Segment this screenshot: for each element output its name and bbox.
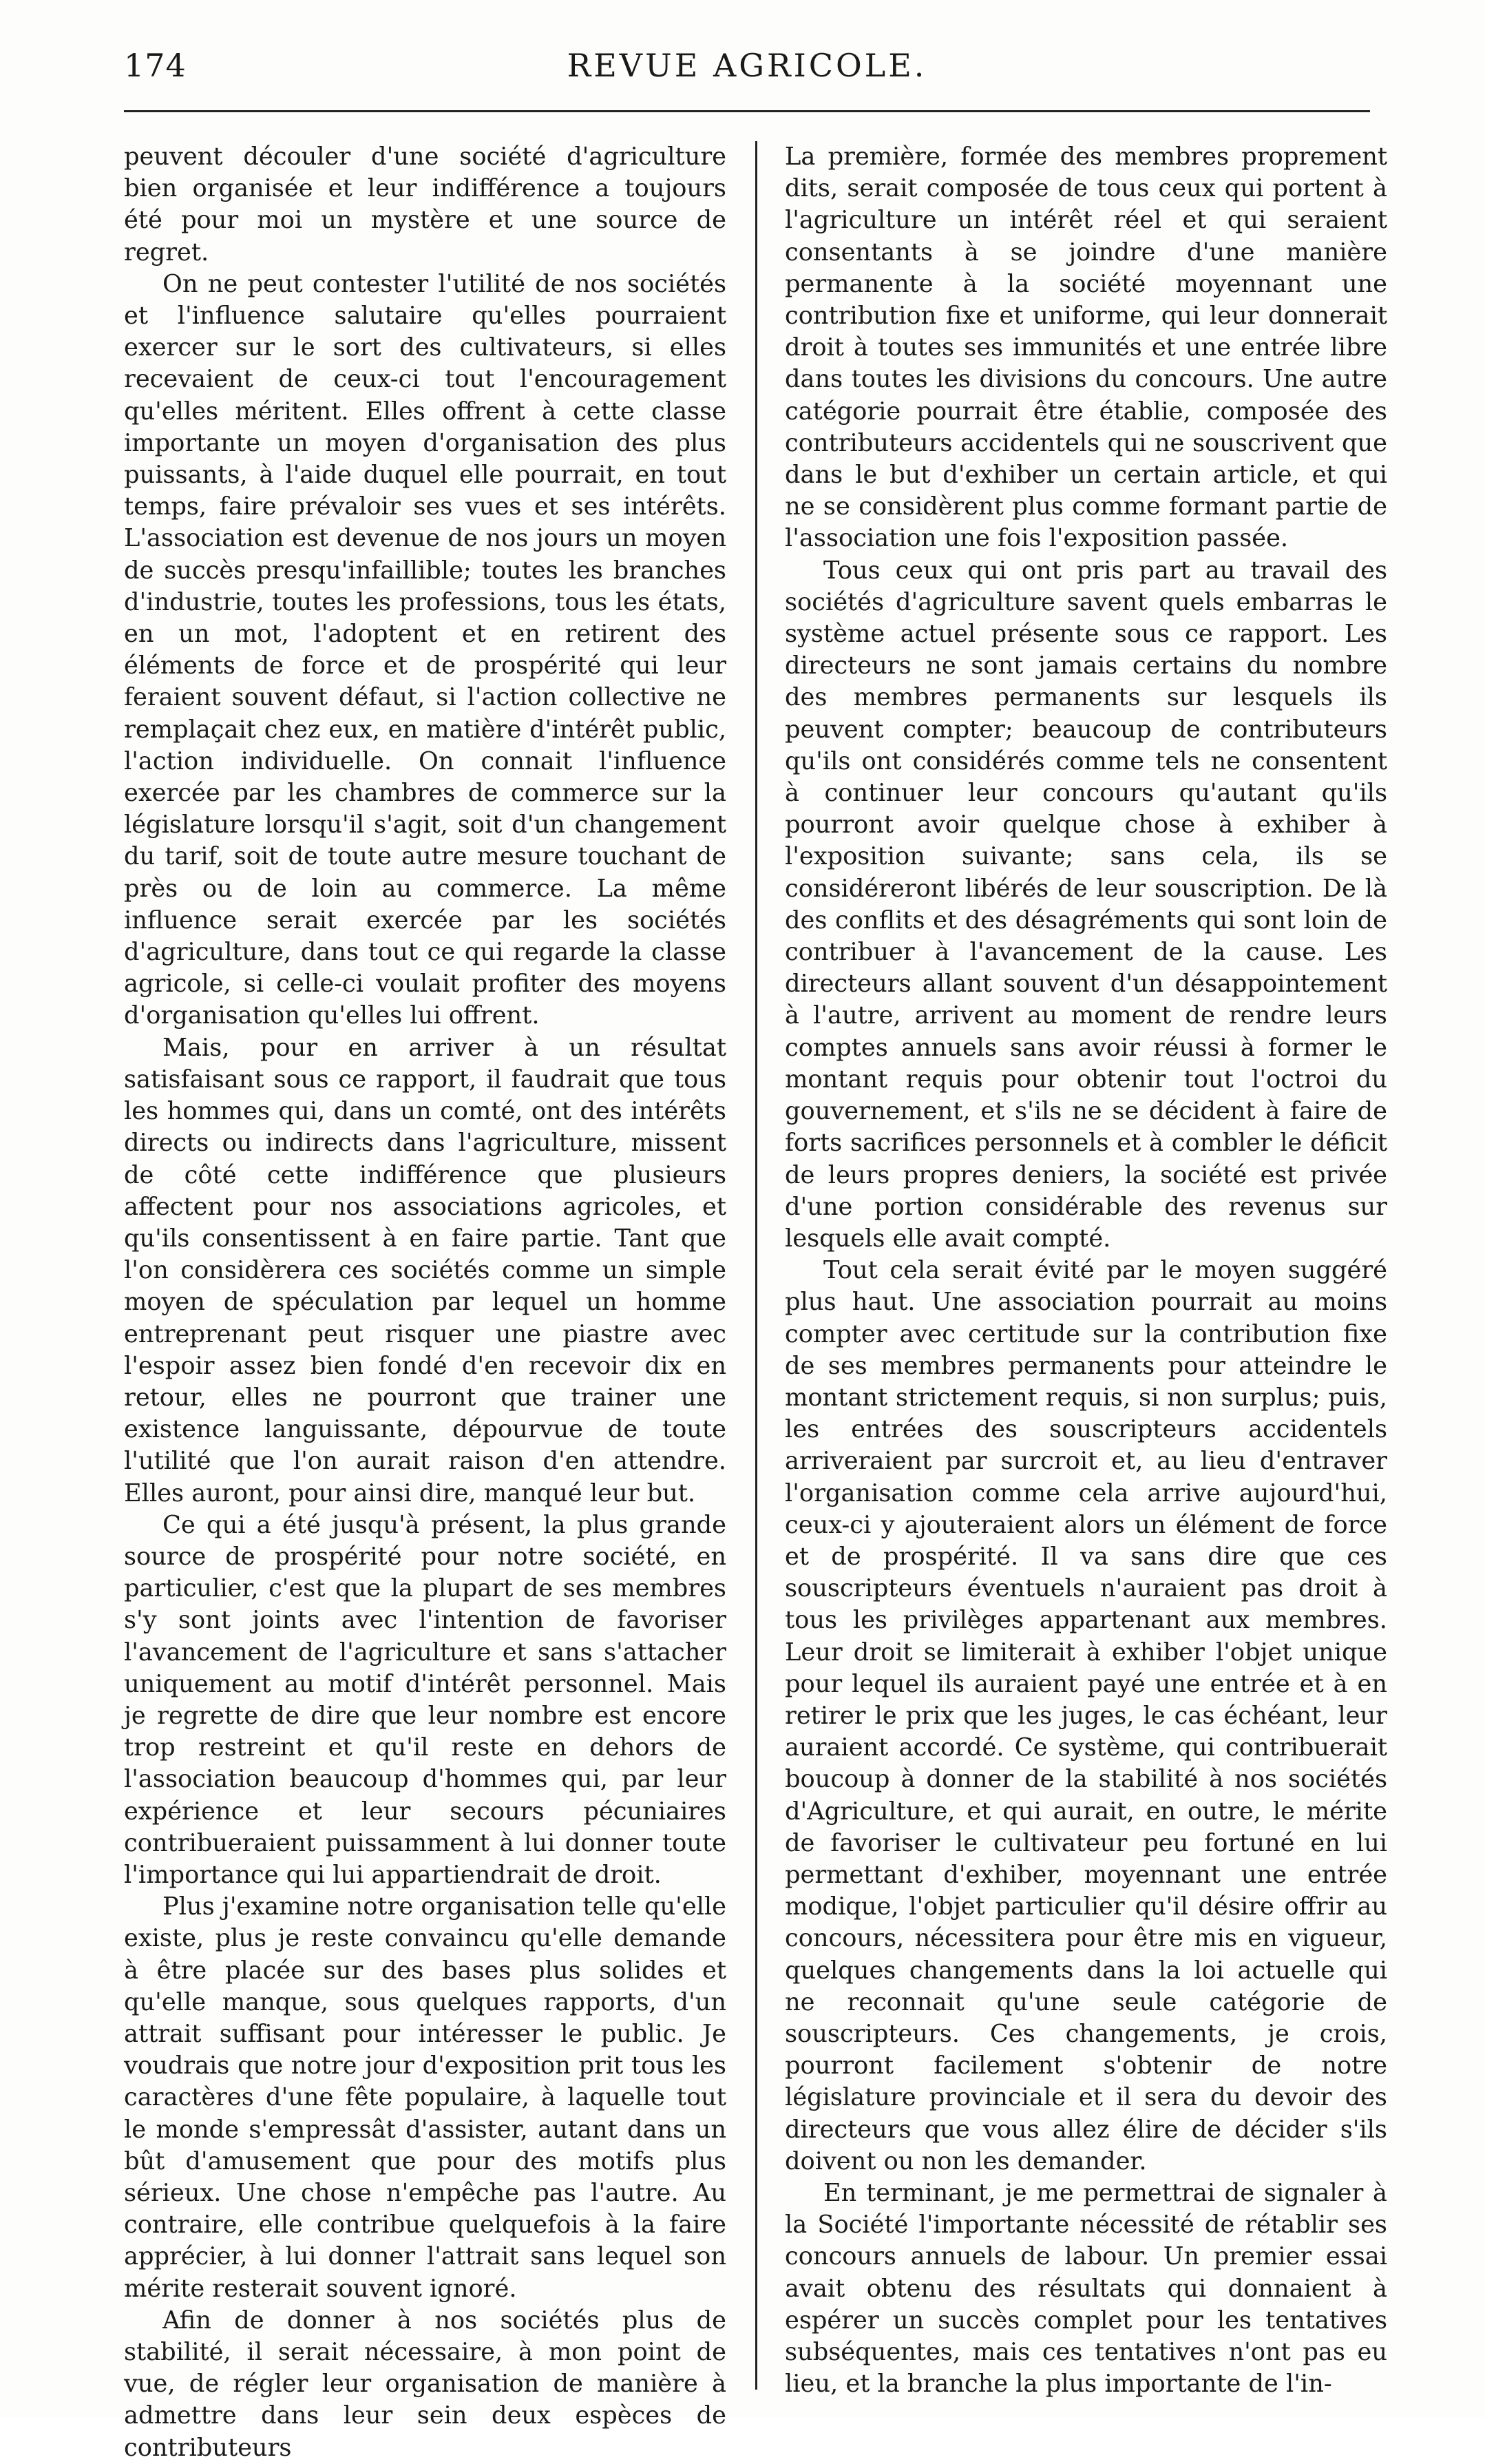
paragraph: Afin de donner à nos sociétés plus de stabilité, il serait nécessaire, à mon point de vue, de régler leur organisation de manière à admettre dans leur sein deux espèces de contributeurs [124, 2306, 726, 2462]
paragraph: Ce qui a été jusqu'à présent, la plus grande source de prospérité pour notre société, en particulier, c'est que la plupart de ses membres s'y sont joints avec l'intention de favoriser l'avancement de l'agriculture et sans s'attacher uniquement au motif d'intérêt personnel. Mais je regrette de dire que leur nombre est encore trop restreint et qu'il reste en dehors de l'association beaucoup d'hommes qui, par leur expérience et leur secours pécuniaires contribueraient puissamment à lui donner toute l'importance qui lui appartiendrait de droit. [124, 1510, 726, 1889]
right-column [785, 141, 1387, 2399]
paragraph: En terminant, je me permettrai de signaler à la Société l'importante nécessité de rétablir ses concours annuels de labour. Un premier essai avait obtenu des résultats qui donnaient à espérer un succès complet pour les tentatives subséquentes, mais ces tentatives n'ont pas eu lieu, et la branche la plus importante de l'in- [785, 2179, 1387, 2399]
paragraph: peuvent découler d'une société d'agriculture bien organisée et leur indifférence a toujours été pour moi un mystère et une source de regret. [124, 143, 726, 267]
paragraph: La première, formée des membres proprement dits, serait composée de tous ceux qui portent à l'agriculture un intérêt réel et qui seraient consentants à se joindre d'une manière permanente à la société moyennant une contribution fixe et uniforme, qui leur donnerait droit à toutes ses immunités et une entrée libre dans toutes les divisions du concours. Une autre catégorie pourrait être établie, composée des contributeurs accidentels qui ne souscrivent que dans le but d'exhiber un certain article, et qui ne se considèrent plus comme formant partie de l'association une fois l'exposition passée. [785, 143, 1387, 553]
paragraph: Tout cela serait évité par le moyen suggéré plus haut. Une association pourrait au moins compter avec certitude sur la contribution fixe de ses membres permanents pour atteindre le montant strictement requis, si non surplus; puis, les entrées des souscripteurs accidentels arriveraient par surcroit et, au lieu d'entraver l'organisation comme cela arrive aujourd'hui, ceux-ci y ajouteraient alors un élément de force et de prospérité. Il va sans dire que ces souscripteurs éventuels n'auraient pas droit à tous les privilèges appartenant aux membres. Leur droit se limiterait à exhiber l'objet unique pour lequel ils auraient payé une entrée et à en retirer le prix que les juges, le cas échéant, leur auraient accordé. Ce système, qui contribuerait boucoup à donner de la stabilité à nos sociétés d'Agriculture, et qui aurait, en outre, le mérite de favoriser le cultivateur peu fortuné en lui permettant d'exhiber, moyennant une entrée modique, l'objet particulier qu'il désire offrir au concours, nécessitera pour être mis en vigueur, quelques changements dans la loi actuelle qui ne reconnait qu'une seule catégorie de souscripteurs. Ces changements, je crois, pourront facilement s'obtenir de notre législature provinciale et il sera du devoir des directeurs que vous allez élire de décider s'ils doivent ou non les demander. [785, 1256, 1387, 2175]
page-header [124, 47, 1370, 102]
running-title: REVUE AGRICOLE. [567, 47, 927, 84]
header-rule [124, 110, 1370, 112]
column-divider [755, 141, 757, 2390]
paragraph: Tous ceux qui ont pris part au travail des sociétés d'agriculture savent quels embarras le système actuel présente sous ce rapport. Les directeurs ne sont jamais certains du nombre des membres permanents sur lesquels ils peuvent compter; beaucoup de contributeurs qu'ils ont considérés comme tels ne consentent à continuer leur concours qu'autant qu'ils pourront avoir quelque chose à exhiber à l'exposition suivante; sans cela, ils se considéreront libérés de leur souscription. De là des conflits et des désagréments qui sont loin de contribuer à l'avancement de la cause. Les directeurs allant souvent d'un désappointement à l'autre, arrivent au moment de rendre leurs comptes annuels sans avoir réussi à former le montant requis pour obtenir tout l'octroi du gouvernement, et s'ils ne se décident à faire de forts sacrifices personnels et à combler le déficit de leurs propres deniers, la société est privée d'une portion considérable des revenus sur lesquels elle avait compté. [785, 556, 1387, 1253]
paragraph: Mais, pour en arriver à un résultat satisfaisant sous ce rapport, il faudrait que tous les hommes qui, dans un comté, ont des intérêts directs ou indirects dans l'agriculture, missent de côté cette indifférence que plusieurs affectent pour nos associations agricoles, et qu'ils consentissent à en faire partie. Tant que l'on considèrera ces sociétés comme un simple moyen de spéculation par lequel un homme entreprenant peut risquer une piastre avec l'espoir assez bien fondé d'en recevoir dix en retour, elles ne pourront que trainer une existence languissante, dépourvue de toute l'utilité que l'on aurait raison d'en attendre. Elles auront, pour ainsi dire, manqué leur but. [124, 1033, 726, 1507]
paragraph: On ne peut contester l'utilité de nos sociétés et l'influence salutaire qu'elles pourraient exercer sur le sort des cultivateurs, si elles recevaient de ceux-ci tout l'encouragement qu'elles méritent. Elles offrent à cette classe importante un moyen d'organisation des plus puissants, à l'aide duquel elle pourrait, en tout temps, faire prévaloir ses vues et ses intérêts. L'association est devenue de nos jours un moyen de succès presqu'infaillible; toutes les branches d'industrie, toutes les professions, tous les états, en un mot, l'adoptent et en retirent des éléments de force et de prospérité qui leur feraient souvent défaut, si l'action collective ne remplaçait chez eux, en matière d'intérêt public, l'action individuelle. On connait l'influence exercée par les chambres de commerce sur la législature lorsqu'il s'agit, soit d'un changement du tarif, soit de toute autre mesure touchant de près ou de loin au commerce. La même influence serait exercée par les sociétés d'agriculture, dans tout ce qui regarde la classe agricole, si celle-ci voulait profiter des moyens d'organisation qu'elles lui offrent. [124, 269, 726, 1030]
page-number: 174 [124, 47, 187, 84]
left-column [124, 141, 726, 2462]
paragraph: Plus j'examine notre organisation telle qu'elle existe, plus je reste convaincu qu'elle demande à être placée sur des bases plus solides et qu'elle manque, sous quelques rapports, d'un attrait suffisant pour intéresser le public. Je voudrais que notre jour d'exposition prit tous les caractères d'une fête populaire, à laquelle tout le monde s'empressât d'assister, autant dans un bût d'amusement que pour des motifs plus sérieux. Une chose n'empêche pas l'autre. Au contraire, elle contribue quelquefois à la faire apprécier, à lui donner l'attrait sans lequel son mérite resterait souvent ignoré. [124, 1892, 726, 2303]
